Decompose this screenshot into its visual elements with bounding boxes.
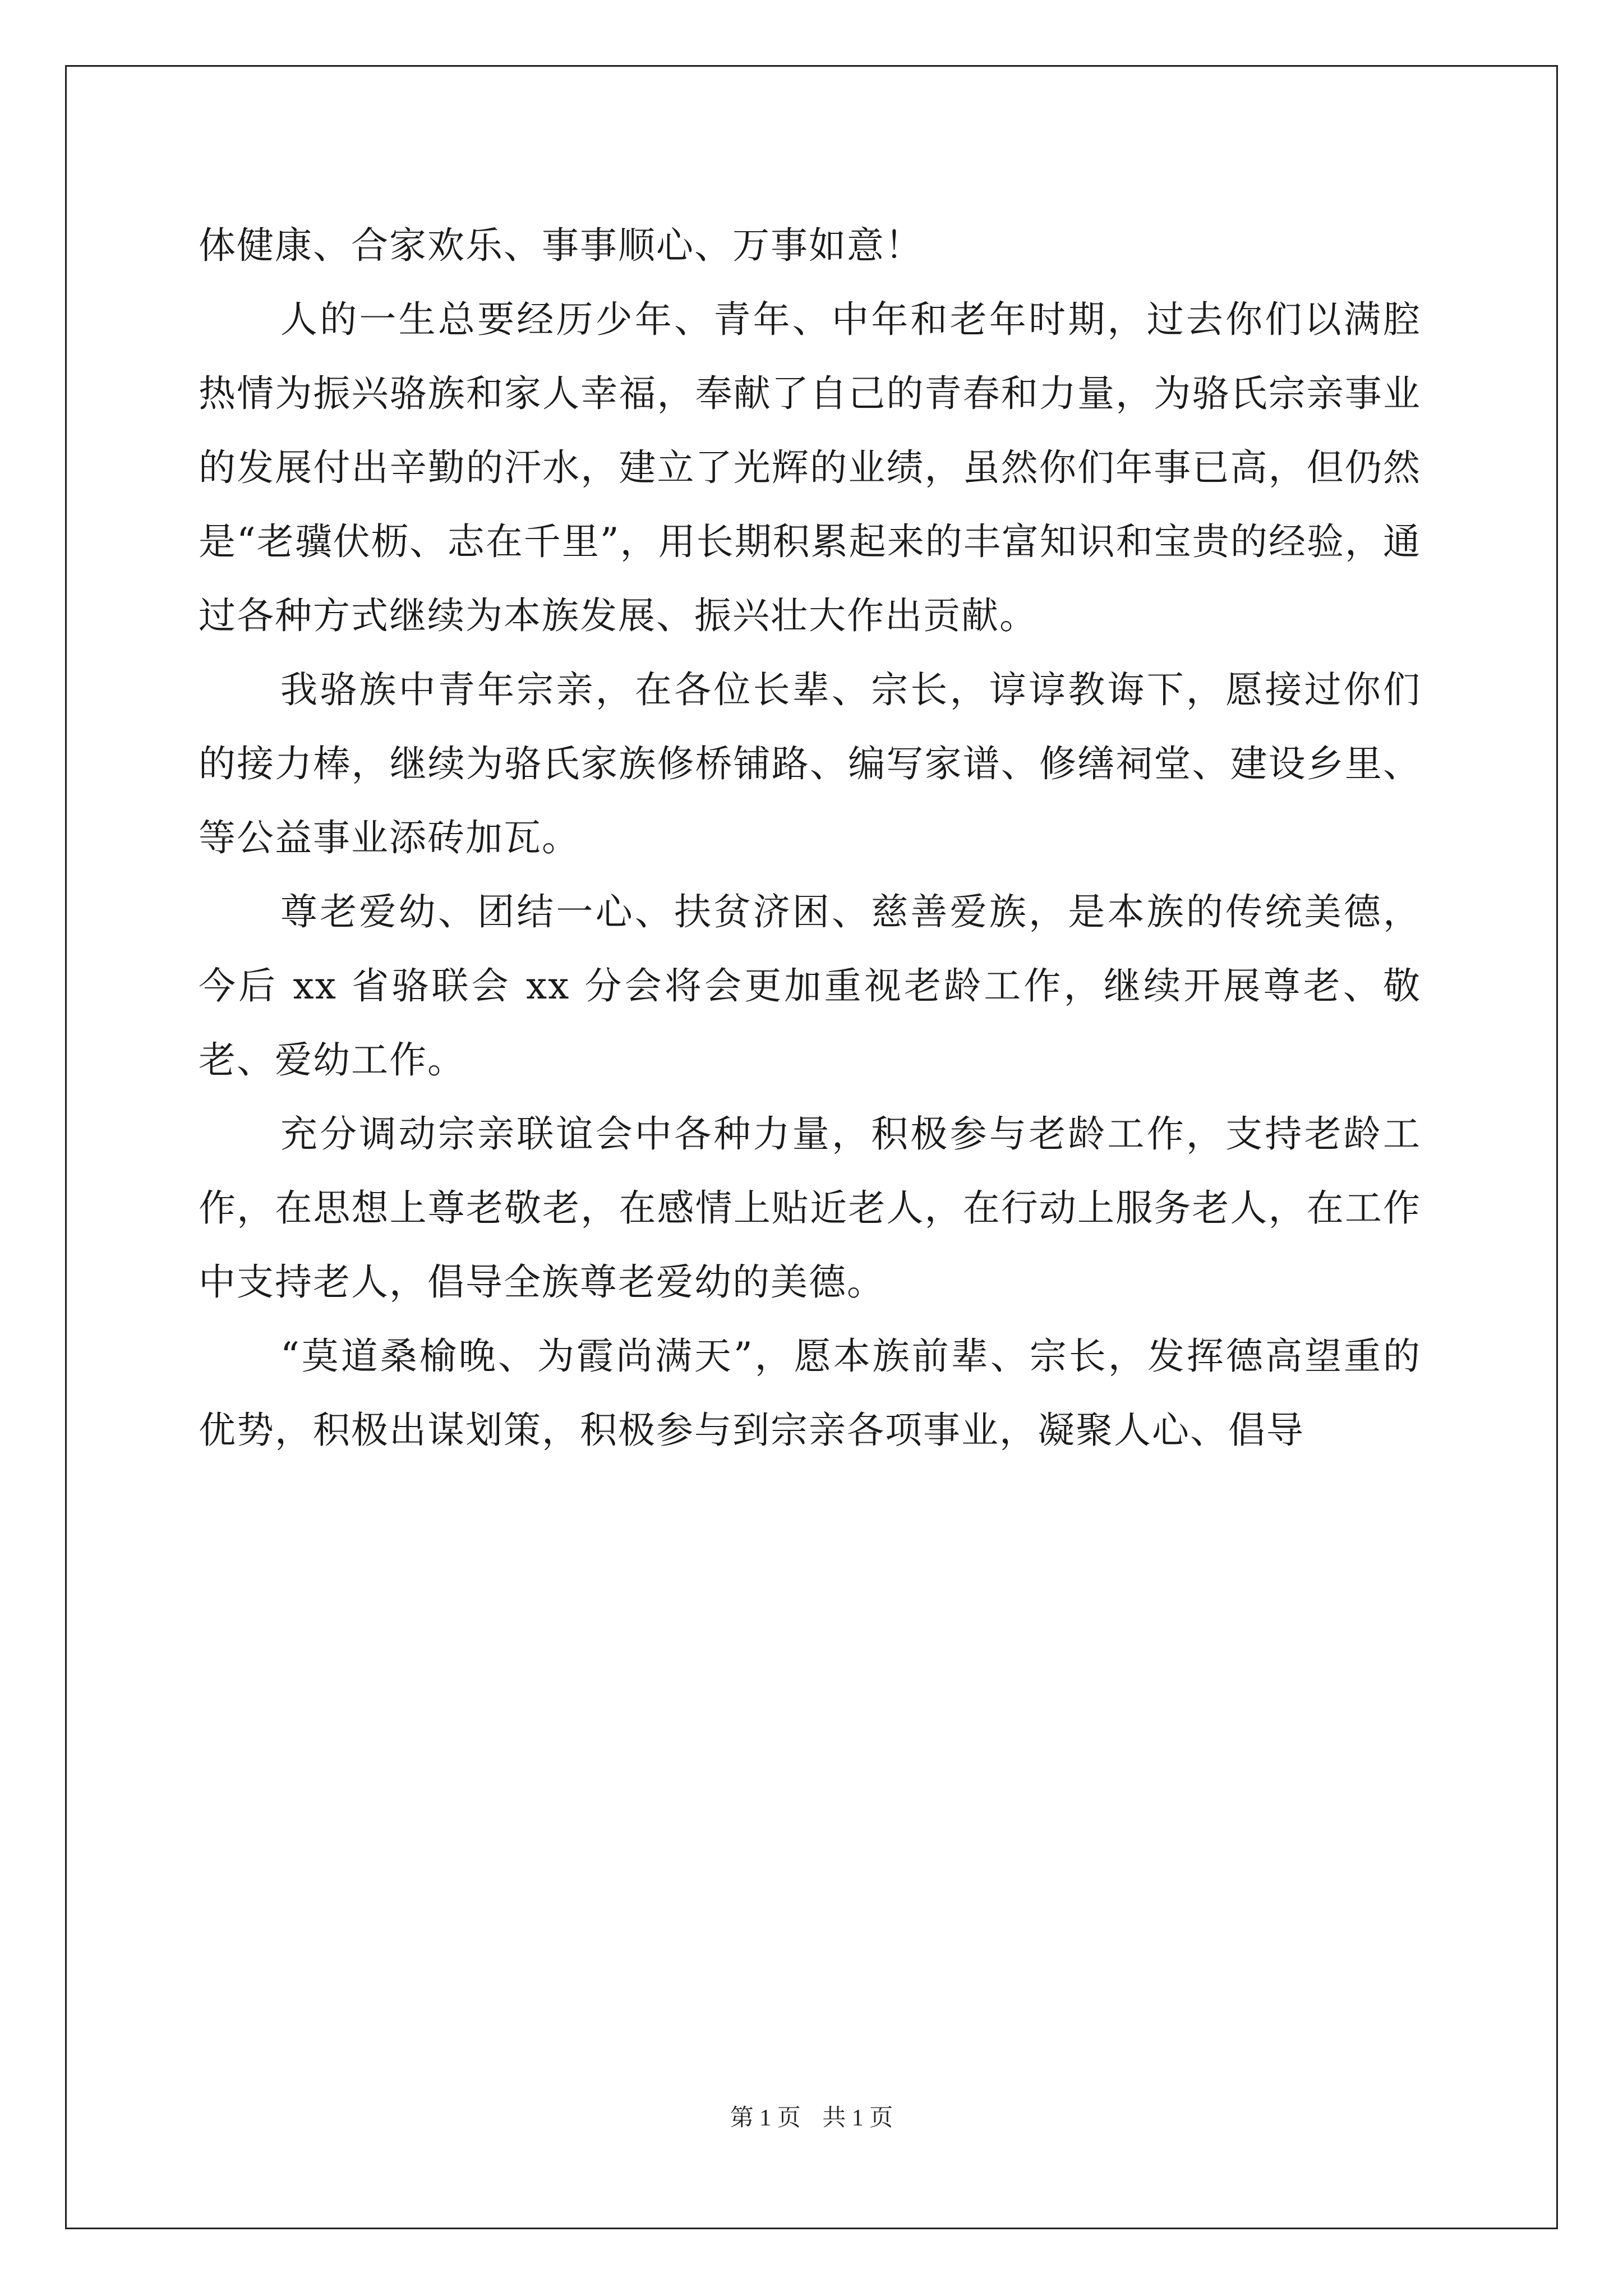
document-body [199,209,1421,1467]
paragraph-5: 充分调动宗亲联谊会中各种力量，积极参与老龄工作，支持老龄工作，在思想上尊老敬老，在感情上贴近老人，在行动上服务老人，在工作中支持老人，倡导全族尊老爱幼的美德。 [199,1112,1421,1304]
page-number-total: 共 1 页 [822,2105,893,2131]
page-number-current: 第 1 页 [730,2105,801,2131]
paragraph-3: 我骆族中青年宗亲，在各位长辈、宗长，谆谆教诲下，愿接过你们的接力棒，继续为骆氏家族修桥铺路、编写家谱、修缮祠堂、建设乡里、等公益事业添砖加瓦。 [199,668,1421,859]
paragraph-4: 尊老爱幼、团结一心、扶贫济困、慈善爱族，是本族的传统美德，今后 xx 省骆联会 xx 分会将会更加重视老龄工作，继续开展尊老、敬老、爱幼工作。 [199,890,1421,1082]
page-footer [0,2099,1623,2133]
paragraph-6: “莫道桑榆晚、为霞尚满天”，愿本族前辈、宗长，发挥德高望重的优势，积极出谋划策，积极参与到宗亲各项事业，凝聚人心、倡导 [199,1335,1421,1452]
paragraph-2: 人的一生总要经历少年、青年、中年和老年时期，过去你们以满腔热情为振兴骆族和家人幸福，奉献了自己的青春和力量，为骆氏宗亲事业的发展付出辛勤的汗水，建立了光辉的业绩，虽然你们年事已高，但仍然是“老骥伏枥、志在千里”，用长期积累起来的丰富知识和宝贵的经验，通过各种方式继续为本族发展、振兴壮大作出贡献。 [199,298,1421,637]
paragraph-1: 体健康、合家欢乐、事事顺心、万事如意！ [199,224,923,267]
